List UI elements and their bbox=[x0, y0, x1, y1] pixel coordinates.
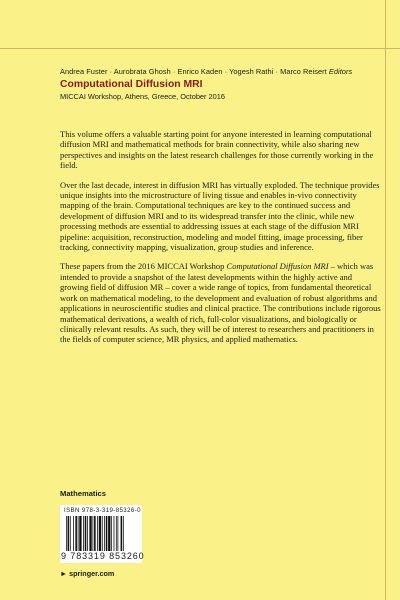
isbn-label: ISBN 978-3-319-85326-0 bbox=[64, 507, 141, 514]
barcode bbox=[60, 505, 145, 563]
book-title: Computational Diffusion MRI bbox=[60, 79, 203, 90]
p3-start: These papers from the 2016 MICCAI Workshop bbox=[60, 261, 227, 272]
editors-line bbox=[60, 67, 380, 77]
editors-suffix: Editors bbox=[328, 67, 353, 76]
top-rule bbox=[0, 48, 400, 49]
p3-end: – which was intended to provide a snapshot of the latest developments within the highly active and growing field of diffusion MR – cover a wide range of topics, from fundamental theoretical work on mathematical modeling, to the development and evaluation of robust algorithms and applications in neuroscientific studies and clinical practice. The contributions include rigorous mathematical derivations, a wealth of rich, full-color visualizations, and biologically or clinically relevant results. As such, they will be of interest to researchers and practitioners in the fields of computer science, MR physics, and applied mathematics. bbox=[60, 261, 381, 345]
arrow-icon: ► bbox=[60, 569, 68, 578]
spine-rule bbox=[385, 0, 386, 600]
publisher-link[interactable] bbox=[60, 569, 114, 578]
subject-label: Mathematics bbox=[60, 489, 107, 498]
publisher-link-text: springer.com bbox=[69, 569, 115, 578]
cover-header bbox=[60, 67, 380, 102]
workshop-name: Computational Diffusion MRI bbox=[226, 261, 329, 272]
barcode-number: 9 783319 853260 bbox=[61, 551, 145, 561]
barcode-bars bbox=[66, 516, 136, 551]
blurb-paragraph-3 bbox=[60, 261, 382, 344]
book-subtitle: MICCAI Workshop, Athens, Greece, October 2016 bbox=[60, 92, 225, 101]
blurb bbox=[60, 129, 382, 354]
blurb-paragraph-2: Over the last decade, interest in diffusion MRI has virtually exploded. The technique provides unique insights into the microstructure of living tissue and enables in-vivo connectivity mapping of the brain. Computational techniques are key to the continued success and development of diffusion MRI and to its widespread transfer into the clinic, while new processing methods are essential to addressing issues at each stage of the diffusion MRI pipeline: acquisition, reconstruction, modeling and model fitting, image processing, fiber tracking, connectivity mapping, visualization, group studies and inference. bbox=[60, 179, 380, 253]
blurb-paragraph-1: This volume offers a valuable starting point for anyone interested in learning computational diffusion MRI and mathematical methods for brain connectivity, while also sharing new perspectives and insights on the latest research challenges for those currently working in the field. bbox=[60, 129, 374, 171]
editors-names: Andrea Fuster · Aurobrata Ghosh · Enrico Kaden · Yogesh Rathi · Marco Reisert bbox=[60, 67, 327, 76]
